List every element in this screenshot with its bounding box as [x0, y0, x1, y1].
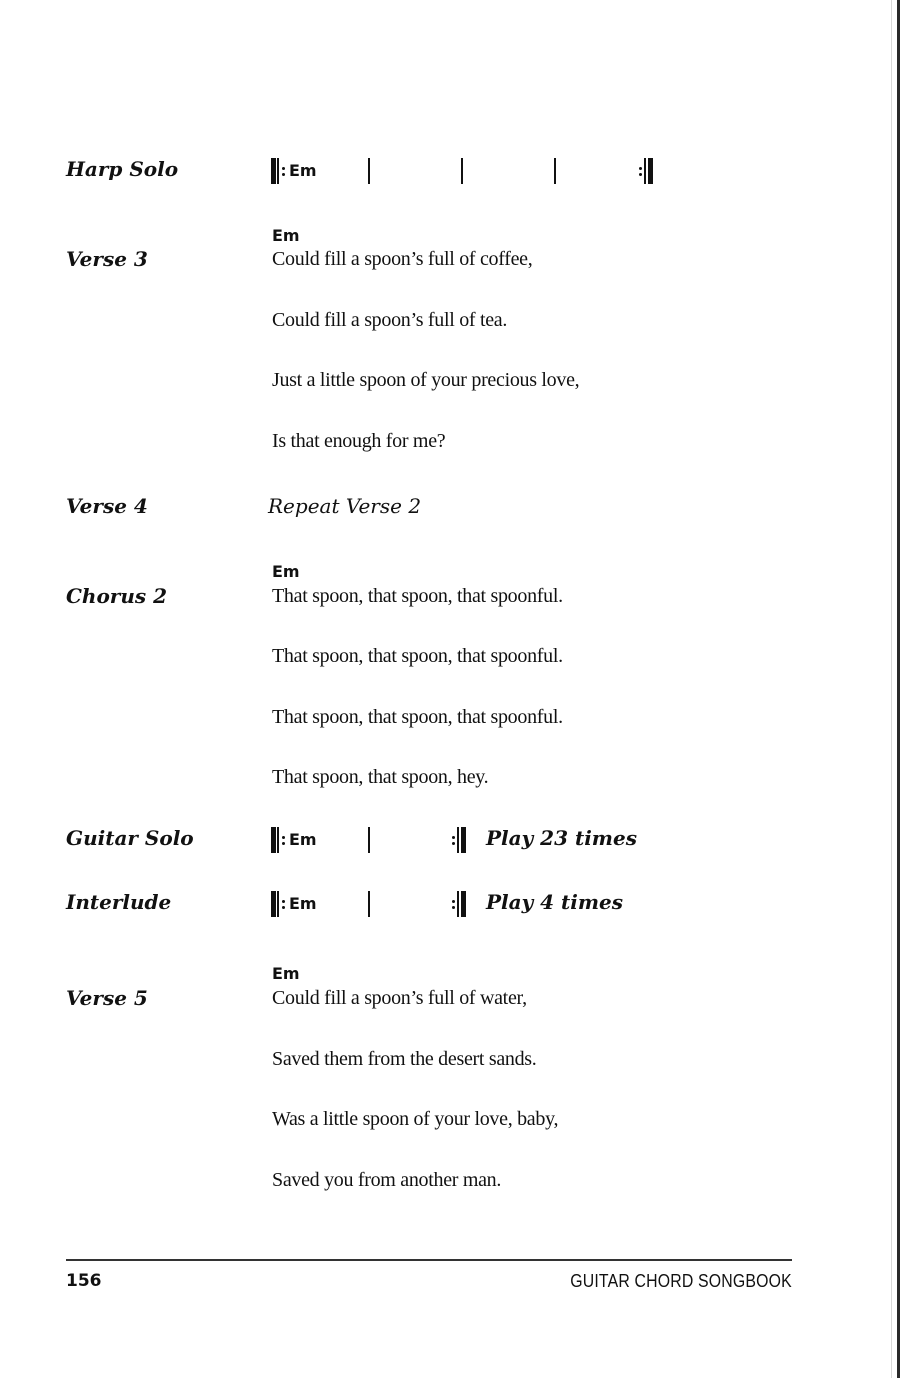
repeat-start-thin-bar — [277, 158, 279, 184]
chorus2-chord: Em — [272, 562, 300, 581]
repeat-end-thin-bar — [644, 158, 646, 184]
bar-line — [461, 158, 463, 184]
lyric-line: Was a little spoon of your love, baby, — [272, 1108, 559, 1130]
repeat-start-dots — [282, 158, 286, 184]
lyric-line: That spoon, that spoon, hey. — [272, 766, 489, 788]
section-label-guitar-solo: Guitar Solo — [66, 826, 194, 850]
guitar-solo-chord: Em — [289, 830, 317, 849]
verse3-chord: Em — [272, 226, 300, 245]
page-number: 156 — [66, 1271, 102, 1291]
harp-solo-chord: Em — [289, 161, 317, 180]
section-label-verse5: Verse 5 — [66, 986, 148, 1010]
repeat-start-thick-bar — [271, 827, 276, 853]
section-label-verse3: Verse 3 — [66, 247, 148, 271]
lyric-line: Is that enough for me? — [272, 430, 446, 452]
interlude-bars — [0, 891, 900, 921]
repeat-end-dots — [452, 827, 456, 853]
bar-line — [368, 827, 370, 853]
harp-solo-bars — [0, 158, 900, 188]
repeat-end-thick-bar — [648, 158, 653, 184]
repeat-start-thin-bar — [277, 891, 279, 917]
repeat-end-thick-bar — [461, 891, 466, 917]
lyric-line: Could fill a spoon’s full of water, — [272, 987, 527, 1009]
lyric-line: Saved them from the desert sands. — [272, 1048, 537, 1070]
lyric-line: Just a little spoon of your precious love, — [272, 369, 580, 391]
section-label-chorus2: Chorus 2 — [66, 584, 168, 608]
lyric-line: That spoon, that spoon, that spoonful. — [272, 645, 563, 667]
book-title: GUITAR CHORD SONGBOOK — [570, 1271, 792, 1291]
guitar-solo-bars — [0, 827, 900, 857]
repeat-start-dots — [282, 827, 286, 853]
repeat-end-thick-bar — [461, 827, 466, 853]
bar-line — [368, 158, 370, 184]
lyric-line: Saved you from another man. — [272, 1169, 502, 1191]
section-label-interlude: Interlude — [66, 890, 172, 914]
lyric-line: That spoon, that spoon, that spoonful. — [272, 706, 563, 728]
repeat-start-dots — [282, 891, 286, 917]
play-count-note: Play 23 times — [486, 826, 637, 850]
lyric-line: That spoon, that spoon, that spoonful. — [272, 585, 563, 607]
repeat-end-thin-bar — [457, 827, 459, 853]
lyric-line: Could fill a spoon’s full of tea. — [272, 309, 508, 331]
repeat-start-thin-bar — [277, 827, 279, 853]
repeat-instruction: Repeat Verse 2 — [268, 494, 422, 518]
repeat-end-dots — [639, 158, 643, 184]
interlude-chord: Em — [289, 894, 317, 913]
play-count-note: Play 4 times — [486, 890, 624, 914]
repeat-start-thick-bar — [271, 158, 276, 184]
bar-line — [554, 158, 556, 184]
verse5-chord: Em — [272, 964, 300, 983]
bar-line — [368, 891, 370, 917]
repeat-end-dots — [452, 891, 456, 917]
footer-rule — [66, 1259, 792, 1261]
repeat-end-thin-bar — [457, 891, 459, 917]
page-edge-shadow — [891, 0, 892, 1378]
section-label-harp-solo: Harp Solo — [66, 157, 179, 181]
repeat-start-thick-bar — [271, 891, 276, 917]
lyric-line: Could fill a spoon’s full of coffee, — [272, 248, 533, 270]
section-label-verse4: Verse 4 — [66, 494, 148, 518]
